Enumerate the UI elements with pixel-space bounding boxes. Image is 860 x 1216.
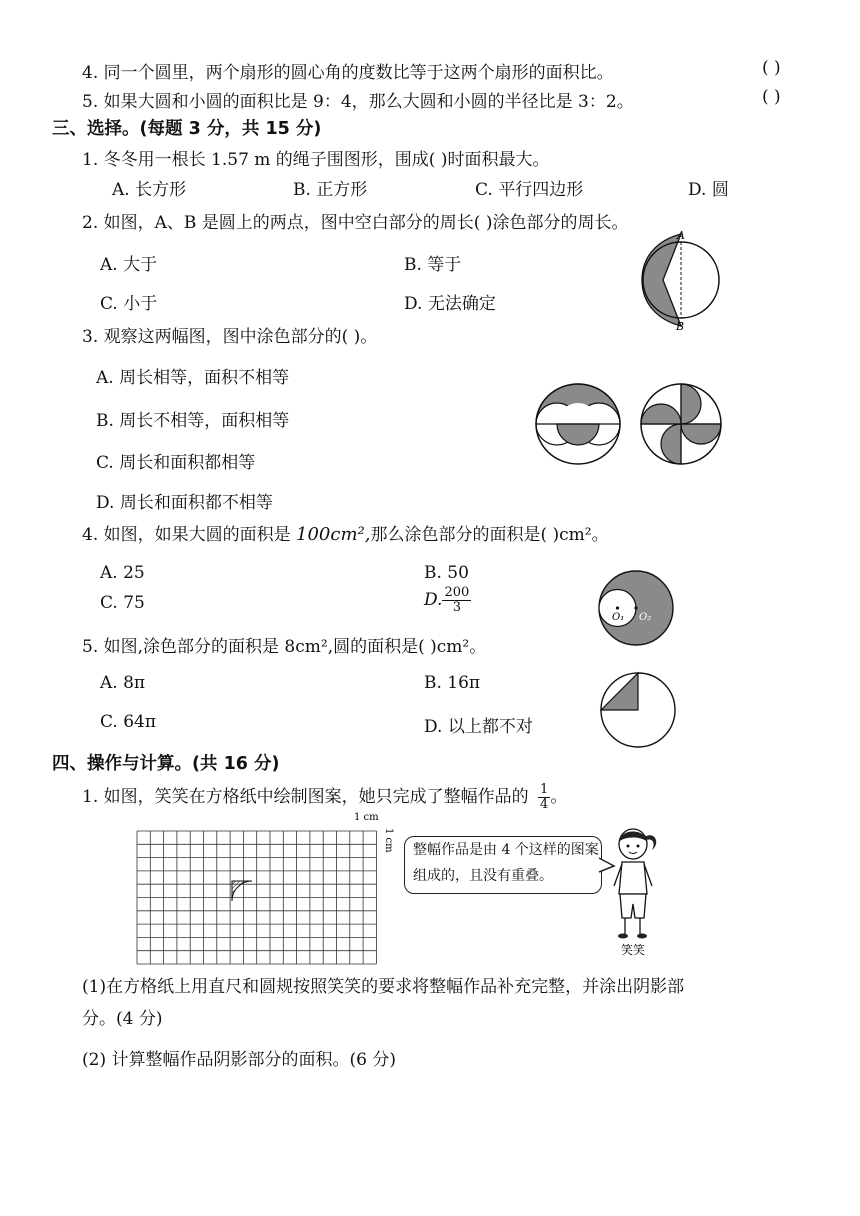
label-o2: O₂ xyxy=(639,612,652,623)
judge-q4-answer-paren[interactable]: ( ) xyxy=(762,58,781,78)
unit-label-vertical: 1 cm xyxy=(383,828,394,853)
s3-q4-option-b[interactable]: B. 50 xyxy=(424,563,469,583)
s3-q5-option-a[interactable]: A. 8π xyxy=(100,673,146,693)
s3-q2-option-d[interactable]: D. 无法确定 xyxy=(404,294,496,314)
girl-illustration xyxy=(602,822,664,958)
s3-q2-option-b[interactable]: B. 等于 xyxy=(404,255,462,275)
label-b: B xyxy=(676,320,685,333)
bubble-line-2: 组成的，且没有重叠。 xyxy=(413,868,553,884)
s3-q1-option-d[interactable]: D. 圆 xyxy=(688,180,729,200)
s3-q5-option-b[interactable]: B. 16π xyxy=(424,673,481,693)
s3-q1-option-a[interactable]: A. 长方形 xyxy=(112,180,187,200)
s3-q4-option-c[interactable]: C. 75 xyxy=(100,593,145,613)
s4-sub2: (2) 计算整幅作品阴影部分的面积。(6 分) xyxy=(82,1050,396,1070)
judge-q5-answer-paren[interactable]: ( ) xyxy=(762,87,781,107)
fraction-numerator: 1 xyxy=(540,782,549,797)
s3-q5-option-c[interactable]: C. 64π xyxy=(100,712,157,732)
s3-q3-option-b[interactable]: B. 周长不相等，面积相等 xyxy=(96,411,290,431)
s3-q2-option-c[interactable]: C. 小于 xyxy=(100,294,158,314)
s3-q2-option-a[interactable]: A. 大于 xyxy=(100,255,158,275)
s3-q3-option-d[interactable]: D. 周长和面积都不相等 xyxy=(96,493,273,513)
s3-q5-figure xyxy=(598,670,678,750)
s3-q3-stem: 3. 观察这两幅图，图中涂色部分的( )。 xyxy=(82,327,378,347)
girl-name: 笑笑 xyxy=(621,943,646,957)
fraction-numerator: 200 xyxy=(444,585,470,600)
s3-q1-stem: 1. 冬冬用一根长 1.57 m 的绳子围图形，围成( )时面积最大。 xyxy=(82,150,550,170)
s3-q2-figure xyxy=(638,226,724,334)
section4-title: 四、操作与计算。(共 16 分) xyxy=(52,754,280,774)
s3-q4-stem-pre: 4. 如图，如果大圆的面积是 xyxy=(82,525,297,545)
s3-q1-option-b[interactable]: B. 正方形 xyxy=(293,180,368,200)
s3-q2-stem: 2. 如图，A、B 是圆上的两点，图中空白部分的周长( )涂色部分的周长。 xyxy=(82,213,629,233)
s4-sub1-line1: (1)在方格纸上用直尺和圆规按照笑笑的要求将整幅作品补充完整，并涂出阴影部 xyxy=(82,977,685,997)
s4-q1-stem-text: 1. 如图，笑笑在方格纸中绘制图案，她只完成了整幅作品的 xyxy=(82,787,529,807)
s3-q4-option-d-prefix: D. xyxy=(424,590,443,610)
s3-q3-figure-left xyxy=(532,382,624,466)
speech-bubble xyxy=(404,836,602,894)
s3-q4-option-a[interactable]: A. 25 xyxy=(100,563,145,583)
s3-q4-stem-post: 那么涂色部分的面积是( )cm²。 xyxy=(370,525,609,545)
label-o1: O₁ xyxy=(612,612,625,623)
unit-label-horizontal: 1 cm xyxy=(354,812,379,823)
s4-grid-figure[interactable] xyxy=(132,806,402,966)
s3-q1-option-c[interactable]: C. 平行四边形 xyxy=(475,180,584,200)
judge-q4: 4. 同一个圆里，两个扇形的圆心角的度数比等于这两个扇形的面积比。 xyxy=(82,63,614,83)
s3-q5-stem: 5. 如图,涂色部分的面积是 8cm²,圆的面积是( )cm²。 xyxy=(82,637,487,657)
label-a: A xyxy=(677,229,685,242)
graph-paper-grid[interactable] xyxy=(137,831,376,964)
judge-q5: 5. 如果大圆和小圆的面积比是 9：4，那么大圆和小圆的半径比是 3：2。 xyxy=(82,92,634,112)
s4-q1-stem-end: 。 xyxy=(550,787,568,807)
s3-q4-stem xyxy=(82,520,609,545)
s3-q4-stem-math: 100cm², xyxy=(296,524,371,545)
fraction-denominator: 4 xyxy=(540,797,549,812)
s4-q1-fraction xyxy=(538,783,550,812)
s3-q4-figure xyxy=(596,568,676,648)
s4-sub1-line2: 分。(4 分) xyxy=(82,1009,163,1029)
section3-title: 三、选择。(每题 3 分，共 15 分) xyxy=(52,119,322,139)
s3-q3-figure-right xyxy=(638,382,724,466)
fraction-denominator: 3 xyxy=(452,600,461,615)
s3-q5-option-d[interactable]: D. 以上都不对 xyxy=(424,717,533,737)
bubble-line-1: 整幅作品是由 4 个这样的图案 xyxy=(413,842,599,858)
s3-q3-option-c[interactable]: C. 周长和面积都相等 xyxy=(96,453,256,473)
s3-q3-option-a[interactable]: A. 周长相等，面积不相等 xyxy=(96,368,290,388)
s3-q4-option-d-fraction xyxy=(442,586,471,615)
s3-q4-option-d[interactable] xyxy=(424,586,471,615)
